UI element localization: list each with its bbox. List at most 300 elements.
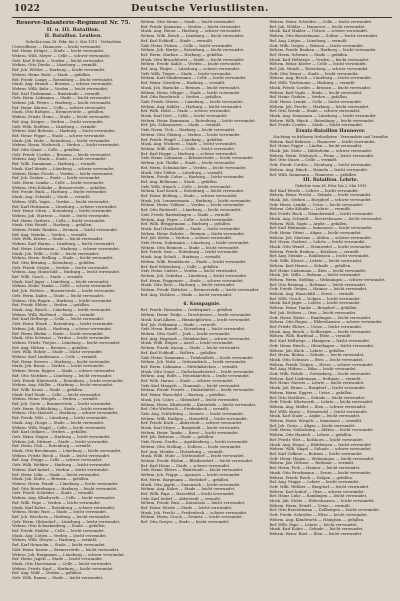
list-entry: Wehrm. Aug. Bösch — Lüneburg — leicht verwundet. (269, 76, 373, 81)
list-entry: Wehrm. Heinr. Köster — Celle — leicht verwundet. (269, 62, 368, 67)
list-entry: Wehrm. Karl Kruck — Rotenburg — leicht verwundet. (140, 189, 245, 194)
casualty-list (269, 20, 392, 128)
list-entry: Ref. Aug. Prigge — Celle — schwer verwundet. (12, 458, 103, 463)
list-entry: Ref. Karl Hellwege — Hänigsen — leicht verwundet. (269, 339, 371, 344)
list-entry: Ref. Joh. Wolters — Otze — leicht verwundet. (269, 310, 357, 315)
list-entry: Gefr. Wilh. Rohde — Gretenberg — leicht verwundet. (269, 372, 372, 377)
list-entry: Gefr. Friedr. Schröder — Stade — vermißt. (12, 491, 95, 496)
list-entry: Ref. Heinr. Sievers — Harburg — leicht verwundet. (12, 359, 111, 364)
casualty-list (269, 140, 392, 178)
list-entry: Musk. Karl Oest — Celle — leicht verwundet. (140, 114, 228, 119)
list-entry: Gefr. Friedr. Bardenhagen — Stade — vermißt. (140, 212, 231, 217)
list-entry: Wehrm. Friedr. Rust — Kutenholz — leicht verwundet. (140, 501, 246, 506)
list-entry: Musk. Aug. Hoops — Röddensen — leicht verwundet. (269, 442, 373, 447)
list-entry: Musk. Aug. Lütjen — Verden — leicht verwundet. (12, 533, 108, 538)
list-entry: Musk. Friedr. Cordes — Bremen — leicht verwundet. (269, 85, 372, 90)
list-entry: Gefr. Heinr. Hagen — Wehmingen — leicht verwundet. (269, 456, 375, 461)
list-entry: Wehrm. Friedr. Renken — Bremen — leicht verwundet. (12, 228, 119, 233)
list-entry: Musk. Joh. Cohrs — Oldendorf — leicht verwundet. (140, 397, 240, 402)
list-entry: Wehrm. Aug. Hinck — Stade — leicht verwundet. (12, 157, 107, 162)
list-entry: Ref. Joh. Grote — Aligse — leicht verwundet. (269, 423, 356, 428)
list-entry: Wehrm. Friedr. Kopf — Harburg — leicht verwundet. (12, 566, 114, 571)
list-entry: Wehrm. Karl Indorf — Verden — leicht verwundet. (12, 467, 110, 472)
list-entry: Musk. Karl Stade — Celle — leicht verwundet. (12, 392, 102, 397)
list-entry: Wehrm. Friedr. Heins — Stade — leicht verwundet. (12, 115, 111, 120)
list-entry: Wehrm. Karl Behrens — Hannover — leicht verwundet. (269, 139, 376, 144)
list-entry: Wehrm. Friedr. Tietjen — Höver — schwer verwundet. (269, 362, 375, 367)
list-entry: Wehrm. Joh. Peters — Harburg — leicht verwundet. (12, 101, 112, 106)
list-entry: Gefr. Wilh. Wehber — Harburg — leicht verwundet. (12, 463, 112, 468)
list-entry: Wehrm. Otto Stelling — Dollern — leicht verwundet. (140, 444, 242, 449)
list-entry: Musk. Otto Schwarz — Ilten — leicht verwundet. (269, 357, 364, 362)
list-entry: Wehrm. Wilh. Nagel — Celle — leicht verwundet. (12, 425, 107, 430)
list-entry: Ref. Herm. Fick — Rotenburg — vermißt. (12, 444, 92, 449)
list-entry: Gefr. Herm. Brandt — Horneburg — leicht verwundet. (140, 327, 246, 332)
list-entry: Wehrm. Herm. Wiebusch — Verden — leicht verwundet. (12, 143, 120, 148)
list-entry: Gefr. Wilh. Oetjen — Winsen — leicht verwundet. (269, 43, 365, 48)
list-entry: Ref. Otto Matthies — Lüneburg — leicht verwundet. (12, 373, 113, 378)
list-entry: Ref. Wilh. Pape — Harsefeld — leicht verwundet. (140, 491, 235, 496)
list-entry: Musk. Karl Jäger — Lehrte — leicht verwundet. (269, 301, 361, 306)
list-entry: Ref. Joh. Wöhler — Harburg — leicht verwundet. (12, 68, 106, 73)
list-entry: Wehrm. Wilh. Rathjen — Harsefeld — leicht verwundet. (140, 416, 249, 421)
list-entry: Musk. Karl Wrede — Lüneburg — schwer verwundet. (12, 166, 115, 171)
list-entry: Ref. Heinr. Hauschild — Burweg — gefallen. (140, 393, 226, 398)
list-entry: Ref. Joh. Wolters — Bremervörde — leicht verwundet. (12, 289, 116, 294)
list-entry: Ref. Herm. Blohm — Sehnde — leicht verwundet. (269, 353, 365, 358)
list-entry: Wehrm. Wilh. Bösch — Lüneburg — leicht verwundet. (140, 34, 245, 39)
list-entry: Ref. Aug. Wohlers — Stade — leicht verwundet. (140, 292, 233, 297)
list-entry: Ref. Friedr. Kück — Ahlerstedt — schwer verwundet. (140, 421, 243, 426)
list-entry: Musk. Aug. Schult — Harburg — vermißt. (140, 255, 222, 260)
list-entry: Wehrm. Otto Reimers — Stade — leicht verwundet. (140, 245, 240, 250)
list-entry: Ref. Joh. Wöhler — Hannover — leicht verwundet. (269, 24, 366, 29)
list-entry: Ref. Otto Matthies — Sehnde — leicht verwundet. (269, 395, 366, 400)
list-entry: Gefr. Herm. Vick — Harburg — leicht verwundet. (140, 128, 236, 133)
list-entry: Ref. Aug. Pünjer — Lüneburg — schwer verwundet. (140, 67, 241, 72)
list-entry: Ref. Friedr. Buck — Harburg — leicht verwundet. (12, 190, 108, 195)
list-entry: Ref. Heinr. Lühr — Stade — leicht verwundet. (12, 472, 101, 477)
list-entry: Wehrm. Heinr. Schröder — Celle — leicht verwundet. (269, 20, 373, 24)
list-entry: Ref. Herm. Jagels — Stade — leicht verwundet. (12, 557, 104, 562)
casualty-list (141, 308, 264, 524)
list-entry: Wehrm. Wilh. Burfeind — Eltze — vermißt. (269, 334, 352, 339)
list-entry: Ref. Joh. Wiechern — Harburg — leicht verwundet. (12, 514, 111, 519)
list-entry: Ref. Friedr. Mahler — Celle — leicht verwundet. (12, 529, 105, 534)
list-entry: Ref. Wilh. Pape — Lehrte — leicht verwundet. (269, 522, 358, 527)
regiment-subtitle: II. u. III. Bataillon. (46, 27, 100, 33)
list-entry: Ref. Friedr. Pingel — Lüneburg — gefallen. (140, 137, 224, 142)
list-entry: Wehrm. Friedr. Postels — Düdenbüttel — leicht verwundet. (140, 388, 255, 393)
casualty-list (269, 189, 392, 537)
list-entry: Musk. Karl Hauschildt — Stade — leicht verwundet. (140, 226, 242, 231)
list-entry: Ref. Aug. Hagenah — Steinkirchen — schwer verwundet. (140, 336, 251, 341)
list-entry: Ref. Heinr. Ahrens — Celle — schwer verwundet. (12, 105, 107, 110)
list-entry: Ref. Friedr. Witt — Kolshorn — leicht verwundet. (269, 437, 364, 442)
list-entry: Wehrm. Karl Lindemann — Rethmar — vermißt. (269, 376, 362, 381)
list-entry: Musk. Karl Stade — Arpke — leicht verwundet. (269, 414, 361, 419)
list-entry: Ref. Otto Quast — Celle — vermißt. (269, 158, 338, 163)
list-entry: Wehrm. Joh. Bargmann — Lüneburg — schwer verwundet. (12, 552, 125, 557)
list-entry: Gefr. Wilh. Köster — Stade — leicht verwundet. (12, 237, 104, 242)
list-entry: Wehrm. Wilh. Burfeind — Stade — vermißt. (12, 312, 96, 317)
list-entry: Wehrm. Aug. Müller — Ilten — schwer verwundet. (269, 404, 367, 409)
list-entry: Wehrm. Otto Borstelmann — Soltau — leicht verwundet. (269, 34, 379, 39)
list-entry: Ref. Herm. Bargmann — Beckdorf — gefallen. (140, 477, 230, 482)
column-middle (141, 20, 264, 589)
list-entry: Wehrm. Otto Hastedt — Harburg — schwer verwundet. (12, 411, 119, 416)
list-entry: Gefr. Friedr. Cordes — Nienburg — leicht verwundet. (269, 163, 373, 168)
list-entry: Gefr. Herm. Schlichting — Stade — leicht verwundet. (12, 406, 115, 411)
list-entry: Musk. Joh. Bruns — Burgdorf — leicht verwundet. (269, 386, 367, 391)
list-entry: Musk. Otto Wendt — Harburg — gefallen. (12, 223, 93, 228)
list-entry: Ref. Aug. Hülsen — Bilm — leicht verwundet. (269, 367, 357, 372)
list-entry: Musk. Joh. Bruns — Verden — leicht verwundet. (12, 364, 105, 369)
list-entry: Wehrm. Friedr. Tietjen — Lüneburg — leicht verwundet. (12, 340, 121, 345)
list-entry: Wehrm. Aug. Klindworth — Hänigsen — gefallen. (269, 517, 365, 522)
list-entry: Wehrm. Heinr. Rust — Ilten — leicht verwundet. (269, 531, 363, 536)
list-entry: Wehrm. Karl Harms — Sehnde — gefallen. (269, 263, 352, 268)
list-entry: Wehrm. Otto Dierks — Lüneburg — vermißt. (12, 63, 98, 68)
list-entry: Wehrm. Joh. Martens — Stade — leicht verwundet. (12, 213, 111, 218)
list-entry: Musk. Karl Meyer — Bargstedt — leicht verwundet. (140, 426, 241, 431)
list-entry: Wehrm. Herm. Stelling — Wehmingen — schwer verwundet. (269, 277, 386, 282)
list-entry: Wehrm. Wilh. Bahr — Verden — leicht verwundet. (12, 86, 109, 91)
list-entry: Gefr. Aug. Schlichting — Deinste — leicht verwundet. (140, 411, 244, 416)
list-entry: Ref. Joh. Behrens — Stade — gefallen. (140, 435, 215, 440)
list-entry: Musk. Karl Kohrs — Rotenburg — schwer verwundet. (12, 505, 116, 510)
list-entry: Musk. Otto Rathjen — Bremervörde — gefallen. (12, 110, 105, 115)
list-entry: Gefr. Wilh. Köster — Lehrte — leicht verwundet. (269, 259, 363, 264)
list-entry: Wehrm. Joh. Dittmer — Rethmar — vermißt. (269, 461, 355, 466)
list-entry: Wehrm. Heinr. Precht — Verden — leicht verwundet. (12, 171, 114, 176)
list-entry: Wehrm. Karl Indorf — Otze — schwer verwundet. (269, 489, 365, 494)
list-entry: Ref. Friedr. Witt — Lüneburg — leicht verwundet. (12, 416, 108, 421)
regiment-title: Reserve-Infanterie-Regiment Nr. 75. (16, 20, 131, 26)
list-entry: Ref. Wilh. Holst — Stade — schwer verwundet. (140, 109, 232, 114)
list-entry: Gefr. Friedr. Klintworth — Rotenburg — leicht verwundet. (12, 378, 124, 383)
list-entry: Ref. Aug. Meinke — Röddensen — leicht verwundet. (269, 254, 371, 259)
list-entry: Wehrm. Heinr. Rehder — Bremen — leicht verwundet. (140, 231, 246, 236)
list-entry: Ref. Otto Wrede — Stade — schwer verwundet. (269, 109, 361, 114)
list-entry: Gefr. Heinr. Ehlers — Buxtehude — leicht verwundet. (140, 468, 244, 473)
column-right (269, 20, 392, 589)
list-entry: Ref. Friedr. Kaemena — Verden — leicht verwundet. (140, 24, 242, 29)
list-entry: Wehrm. Wilh. Brunkhorst — Stade — leicht verwundet. (140, 259, 247, 264)
list-entry: Musk. Aug. Heuer — Harburg — schwer verwundet. (140, 29, 242, 34)
list-entry: Gefr. Wilh. Rohde — Stade — leicht verwundet. (12, 350, 104, 355)
list-entry: Musk. Otto Horstmann — Celle — leicht verwundet. (12, 561, 113, 566)
list-entry: Ref. Wilh. Gosch — Stade — vermißt. (12, 275, 84, 280)
list-entry: Wehrm. Otto Schnakenberg — Stade — gefallen. (12, 524, 106, 529)
list-entry: Gefr. Herm. Lemke — Uetze — leicht verwundet. (269, 202, 364, 207)
list-entry: Wehrm. Herm. Eggers — Stade — schwer verwundet. (12, 369, 116, 374)
list-entry: Gefr. Heinr. Otten — Aligse — leicht verwundet. (269, 230, 362, 235)
list-entry: Gefr. Herm. Ohlendorf — Lüneburg — leicht verwundet. (12, 519, 121, 524)
list-entry: Ref. Heinr. Wrede — Stade — leicht verwundet. (140, 506, 233, 511)
list-entry: Ref. Karl Eckhoff — Stade — vermißt. (140, 38, 214, 43)
list-entry: Wehrm. Heinr. Tamke — Burgdorf — gefallen. (269, 306, 358, 311)
list-entry: Gefr. Herm. Kahrs — Stade — leicht verwundet. (12, 293, 105, 298)
list-entry: Musk. Aug. Busch — Dollbergen — leicht verwundet. (269, 329, 372, 334)
list-entry: Musk. Karl Albers — Himmelpforten — leicht verwundet. (140, 317, 251, 322)
list-entry: Wehrm. Aug. Kahrs — Stade — leicht verwundet. (140, 487, 236, 492)
list-entry: Ref. Joh. Wendt — Rotenburg — schwer verwundet. (269, 67, 369, 72)
list-entry: Ref. Karl Oelkers — Bolzum — leicht verwundet. (269, 451, 363, 456)
list-entry: Ref. Karl Eckhoff — Hollern — gefallen. (140, 350, 218, 355)
section-heading: 6. Kompagnie. (183, 302, 221, 308)
list-entry: Musk. Aug. Busch — Lüneburg — leicht verwundet. (12, 307, 112, 312)
list-entry: Gefr. Herm. Dohrmann — Lüneburg — leicht verwundet. (140, 241, 250, 246)
list-entry: Gefr. Karl Mangels — Hammah — leicht verwundet. (140, 383, 241, 388)
list-entry: Wehrm. Aug. Müller — Harburg — leicht verwundet. (12, 383, 114, 388)
list-entry: Wehrm. Herm. Wiebusch — Peine — leicht verwundet. (269, 153, 375, 158)
list-entry: Wehrm. Aug. Klindworth — Celle — leicht verwundet. (12, 496, 116, 501)
list-entry: Wehrm. Aug. Hauschild — Evern — vermißt. (269, 292, 356, 297)
list-entry: Ref. Karl Hoppe — Harburg — schwer verwundet. (140, 151, 238, 156)
list-entry: Musk. Joh. Mohr — Rotenburg — leicht verwundet. (12, 138, 111, 143)
list-entry: Wehrm. Heinr. Tiedje — Drochtersen — leicht verwundet. (140, 313, 252, 318)
list-entry: Ref. Otto Brüning — Rotenburg — gefallen. (12, 260, 96, 265)
list-entry: Wehrm. Heinr. Rust — Stade — leicht verwundet. (12, 510, 108, 515)
list-entry: Wehrm. Heinr. Wiegels — Immensen — vermißt. (269, 419, 363, 424)
list-entry: Ref. Herm. Schumacher — Verden — leicht verwundet. (140, 165, 247, 170)
list-entry: Wehrm. Joh. Holst — Grünendeich — leicht verwundet. (140, 360, 247, 365)
list-entry: Musk. Aug. Dammann — Lüneburg — leicht verwundet. (269, 114, 377, 119)
list-entry: Wehrm. Otto Quell — Jork — leicht verwundet. (140, 332, 231, 336)
list-entry: Wehrm. Wilh. Allers — Celle — leicht verwundet. (140, 146, 236, 151)
list-entry: Ref. Friedr. Ehlers — Verden — gefallen. (12, 303, 91, 308)
list-entry: Ref. Heinr. Lüdemann — Harburg — schwer verwundet. (12, 246, 120, 251)
list-entry: Ref. Joh. Grote — Bremervörde — leicht verwundet. (12, 402, 112, 407)
list-entry: Ref. Friedr. Ehlers — Uetze — leicht verwundet. (269, 325, 363, 329)
list-entry: Ref. Karl Wittenberg — Celle — gefallen. (140, 264, 220, 269)
list-entry: Musk. Joh. Warncke — Bremen — leicht verwundet. (140, 85, 241, 90)
list-entry: Wehrm. Aug. Hinck — Hameln — leicht verwundet. (269, 167, 369, 172)
list-entry: Gefr. Heinr. Ficken — Celle — leicht verwundet. (140, 43, 234, 48)
list-entry: Ref. Herm. Murken — Harburg — gefallen. (140, 52, 224, 57)
list-entry: Ref. Wilh. Dammann — Harburg — vermißt. (12, 162, 97, 167)
list-entry: Musk. Otto Rose — Harburg — leicht verwundet. (140, 283, 236, 288)
list-entry: Wehrm. Friedr. Knoop — Stade — leicht verwundet. (140, 346, 241, 351)
list-entry: Gefr. Wilh. Hinsch — Celle — leicht verwundet. (140, 184, 232, 189)
list-entry: Wehrm. Heinr. Tamke — Brest — leicht verwundet. (140, 430, 239, 435)
list-entry: Ref. Friedr. Cordes — Stade — leicht verwundet. (269, 123, 364, 128)
list-entry: Ref. Otto Borstelmann — Dollbergen — leicht verwundet. (269, 508, 380, 513)
list-entry: Gefr. Herm. Kahrs — Ramlingen — leicht verwundet. (269, 315, 372, 320)
list-entry: Musk. Karl Mahler — Uelzen — schwer verwundet. (269, 29, 369, 34)
list-entry: Unteroffizier — Hannover — leicht verwundet. (12, 44, 102, 49)
list-entry: Wehrm. Joh. Dittmer — Stade — leicht verwundet. (12, 439, 109, 444)
list-entry: Musk. Otto Brockmann — Evern — leicht verwundet. (269, 470, 372, 475)
list-entry: Ref. Aug. Prigge — Lehrte — leicht verwundet. (269, 480, 360, 485)
list-entry: Wehrm. Aug. Peper — Celle — leicht verwundet. (140, 217, 234, 222)
section-heading: Ersatz-Bataillon Hannover. (295, 129, 366, 135)
list-entry: Ref. Heinr. Krüger — Stade — leicht verwundet. (12, 49, 105, 54)
list-entry: Ref. Aug. Meinke — Verden — vermißt. (12, 232, 88, 237)
list-entry: Ref. Aug. Lütjen — Lüneburg — vermißt. (269, 38, 349, 43)
list-entry: Ref. Karl Heitmann — Lüneburg — schwer verwundet. (12, 204, 118, 209)
list-entry: Wehrm. Wilh. Meyer — Celle — schwer verwundet. (12, 54, 111, 59)
list-entry: Gefr. Herm. Lemke — Celle — leicht verwundet. (12, 181, 105, 185)
list-entry: Gefr. Herm. Gerdts — Agathenburg — leicht verwundet. (140, 440, 249, 445)
list-entry: Wehrm. Herm. Klintworth — Kutenholz — leicht verwundet. (140, 402, 257, 407)
list-entry: Gefr. Wilh. Wehber — Burgdorf — leicht verwundet. (269, 484, 370, 489)
section-note: Nachtrag zu früheren Verlustlisten · Verwundete und Vermißte (273, 135, 389, 140)
list-entry: Wehrm. Wilh. Nagel — Sehnde — schwer verwundet. (269, 447, 372, 452)
list-entry: Ref. Aug. Hülsen — Bremen — gefallen. (12, 345, 89, 350)
list-entry: Wehrm. Joh. Prigge — Apensen — leicht verwundet. (140, 473, 241, 478)
header-rule (12, 17, 392, 18)
list-entry: Ref. Herm. Blohm — Stade — leicht verwundet. (12, 331, 104, 336)
list-entry: Musk. Otto Wendt — Steinwedel — leicht verwundet. (269, 245, 372, 250)
list-entry: Gefr. Karl Schulz — Verden — leicht verwundet. (12, 58, 105, 63)
list-entry: Musk. Karl Hellwege — Verden — leicht verwundet. (269, 57, 370, 62)
list-entry: Gefr. Wilh. Tönjes — Stade — leicht verwundet. (140, 71, 233, 76)
list-entry: Ref. Friedr. Heinsohn — Oederquart — gefallen. (140, 308, 234, 313)
list-entry: Musk. Otto Brunckhorst — Stade — leicht verwundet. (140, 57, 245, 62)
list-entry: Ref. Heinr. Lühr — Ramlingen — leicht verwundet. (269, 494, 368, 499)
list-entry: Gefr. Heinr. Otten — Rotenburg — leicht verwundet. (12, 209, 114, 214)
list-entry: Musk. Otto Quast — Guderhandviertel — leicht verwundet. (140, 369, 255, 374)
list-entry: Gefr. Friedr. Klintworth — Lehrte — leicht verwundet. (269, 400, 374, 405)
section-note: Gefechte vom 28. Febr. bis 2. Mai 1915 (294, 184, 367, 189)
list-entry: Gefr. Heinr. Lohmann — Bremervörde — leicht verwundet. (140, 156, 254, 161)
list-entry: Ref. Wilh. Kruse — Steinwedel — leicht verwundet. (269, 409, 369, 414)
list-entry: Ref. Heinr. Poppe — Stade — schwer verwundet. (12, 133, 106, 138)
list-entry: Wehrm. Karl Vagts — Stade — leicht verwundet. (269, 90, 363, 95)
list-entry: Musk. Aug. Hoops — Stade — leicht verwundet. (12, 420, 105, 425)
list-entry: Ref. Karl Heinsohn — Stade — leicht verwundet. (12, 543, 106, 548)
list-entry: Ref. Heinr. Sievers — Lehrte — leicht verwundet. (269, 381, 365, 386)
list-entry: Wehrm. Otto Glüsing — Verden — leicht verwundet. (140, 132, 241, 137)
list-entry: Wehrm. Herm. Vollmer — Verden — leicht verwundet. (140, 203, 245, 208)
list-entry: Ref. Otto Riebesell — Lüneburg — leicht verwundet. (140, 208, 242, 213)
list-entry: Musk. Otto Schwarz — Verden — leicht verwundet. (12, 336, 111, 341)
list-entry: Ref. Herm. Lühmann — Mittelnkirchen — vermißt. (140, 364, 239, 369)
list-entry: Gefr. Heinr. Rüsch — Rotenburg — leicht verwundet. (12, 322, 114, 327)
list-entry: Wehrm. Herm. Feindt — Lüneburg — leicht verwundet. (12, 482, 119, 486)
list-entry: Wehrm. Aug. Hauschild — Harburg — leicht verwundet. (12, 270, 121, 275)
list-entry: Musk. Aug. Schmidt — Stade — vermißt. (12, 195, 91, 200)
list-entry: Ref. Otto Wiebusch — Fredenbeck — vermißt. (140, 407, 230, 412)
list-entry: Ref. Karl Tiedemann — Buxtehude — vermißt. (12, 91, 101, 96)
page-number: 1022 (14, 4, 41, 14)
list-entry: Musk. Aug. Wichern — Stade — leicht verwundet. (140, 142, 238, 147)
list-entry: Gefr. Heinr. Rüsch — Obershagen — leicht verwundet. (269, 343, 375, 348)
text-columns (12, 20, 392, 589)
list-entry: Wehrm. Friedr. Rieck — Dolgen — gefallen. (269, 475, 354, 480)
list-entry: Ref. Joh. Schmonsees — Stade — vermißt. (140, 123, 222, 128)
list-entry: Ref. Aug. Meinke — Horneburg — vermißt. (140, 449, 224, 454)
list-entry: Ref. Aug. Kröger — Verden — leicht verwundet. (12, 119, 104, 124)
list-entry: Wehrm. Heinr. Bammann — Rotenburg — leicht verwundet. (140, 118, 256, 123)
list-entry: Ref. Heinr. Gieschen — Harburg — vermißt. (140, 81, 226, 86)
list-entry: Musk. Otto Jagels — Sauensiek — leicht verwundet. (140, 482, 241, 487)
list-entry: Ref. Friedr. Sass — Rotenburg — leicht verwundet. (140, 250, 240, 255)
list-entry: Ref. Heinr. Poppe — Linden — leicht verwundet. (269, 144, 363, 149)
list-entry: Wehrm. Herm. Eggers — Uetze — gefallen. (269, 390, 353, 395)
list-entry: Ref. Aug. Wulf — Verden — gefallen. (12, 571, 83, 576)
list-entry: Gefr. Friedr. Schröder — Eltze — leicht verwundet. (269, 513, 368, 518)
list-entry: Wehrm. Joh. Martens — Ahlten — schwer verwundet. (269, 235, 373, 240)
list-entry: Gefr. Otto Heuer — Stade — leicht verwundet. (269, 71, 359, 76)
section-heading: II. Bataillon. Leuthen. (44, 34, 102, 40)
list-entry: Ref. Karl Hellwege — Celle — leicht verwundet. (12, 317, 105, 322)
list-entry: Wehrm. Otto Rugen — Harburg — leicht verwundet. (12, 298, 113, 303)
list-entry: Gefr. Heinr. Lüders — Verden — leicht verwundet. (140, 269, 238, 274)
list-entry: Wehrm. Joh. Thölke — Stade — leicht verwundet. (140, 161, 236, 166)
list-entry: Wehrm. Heinr. Bode — Stade — gefallen. (12, 72, 92, 77)
list-entry: Gefr. Herm. Lemke — Celle — leicht verwundet. (269, 99, 363, 104)
list-entry: Musk. Joh. Precht — Fredenbeck — schwer verwundet. (140, 510, 248, 515)
list-entry: Wehrm. Aug. Kähler — Harburg — leicht verwundet. (140, 104, 243, 109)
list-entry: Musk. Karl Jäger — Lüneburg — leicht verwundet. (12, 279, 110, 284)
list-entry: Gefr. Herm. Lühmann — Stade — leicht verwundet. (12, 96, 112, 101)
list-entry: Wehrm. Wilh. Hinck — Rotenburg — leicht verwundet. (269, 118, 375, 123)
list-entry: Wehrm. Joh. Gehrdau — Lüneburg — leicht verwundet. (140, 273, 248, 278)
list-entry: Ref. Friedr. Lange — Rotenburg — leicht verwundet. (12, 77, 114, 82)
casualty-list (12, 45, 135, 581)
list-entry: Wehrm. Friedr. Blohm — Bliedersdorf — leicht verwundet. (140, 458, 254, 463)
list-entry: Wehrm. Friedr. Böttcher — Bremervörde — leicht verwundet. (140, 288, 260, 293)
list-entry: Ref. Wilh. Harms — Stade — schwer verwundet. (140, 379, 234, 384)
list-entry: Wehrm. Herm. Gosch — Deinste — leicht verwundet. (140, 515, 243, 520)
list-entry: Gefr. Friedr. Stüven — Lüneburg — leicht verwundet. (140, 99, 244, 104)
list-entry: Musk. Joh. Gerken — Burgdorf — schwer verwundet. (269, 198, 372, 203)
list-entry: Wehrm. Joh. Hartje — Rotenburg — leicht verwundet. (140, 48, 245, 53)
list-entry: Wehrm. Friedr. Renken — Harburg — leicht verwundet. (269, 48, 377, 53)
list-entry: Wehrm. Heinr. Precht — Sehnde — leicht verwundet. (269, 193, 372, 198)
list-entry: Ref. Otto Dreyer — Stade — leicht verwundet. (140, 520, 230, 525)
list-entry: Gefr. Herm. Schlichting — Ahlten — leicht verwundet. (269, 428, 374, 433)
list-entry: Ref. Herm. Garbers — Lehrte — leicht verwundet. (269, 240, 367, 245)
list-entry: Gefr. Wilh. Ramm — Stade — leicht verwundet. (12, 576, 104, 581)
list-entry: Musk. Joh. Wille — Celle — leicht verwundet. (12, 251, 100, 256)
list-entry: Gefr. Heinr. Dammann — Twielenfleth — leicht verwundet. (140, 355, 254, 360)
list-entry: Wehrm. Otto Köhnke — Lehrte — vermißt. (269, 207, 352, 212)
list-entry: Wehrm. Friedr. Rieck — Stade — leicht verwundet. (12, 453, 111, 458)
list-entry: Ref. Wilh. Dammann — Hannover — gefallen. (269, 172, 357, 177)
list-entry: Ref. Karl Heitmann — Immensen — leicht verwundet. (269, 226, 373, 231)
list-entry: Wehrm. Friedr. Cohrs — Harburg — leicht verwundet. (140, 175, 246, 180)
list-entry: Wehrm. Joh. Kück — Harburg — schwer verwundet. (12, 326, 113, 331)
list-entry: Ref. Wilh. Tiedemann — Harburg — vermißt. (269, 81, 356, 86)
column-left (12, 20, 135, 589)
list-entry: Musk. Otto Tödter — Lüneburg — vermißt. (140, 170, 224, 175)
list-entry: Ref. Otto Quast — Celle — gefallen. (12, 148, 81, 153)
list-entry: Wehrm. Karl Harms — Lüneburg — leicht verwundet. (12, 242, 116, 247)
list-entry: Ref. Wilh. Brüggemann — Harburg — gefallen. (140, 222, 232, 227)
list-entry: Musk. Wilh. Rieper — Assel — leicht verwundet. (140, 341, 234, 346)
list-entry: Gefr. Friedr. Oetjen — Haimar — leicht verwundet. (269, 287, 368, 292)
list-entry: Gefr. Wilh. Steffens — Lüneburg — vermißt. (12, 124, 97, 129)
list-entry: Ref. Joh. Kiehn — Verden — schwer verwundet. (140, 236, 233, 241)
list-entry: Gefr. Friedr. Oetjen — Verden — leicht verwundet. (12, 265, 110, 270)
list-entry: Wehrm. Herm. Stelling — Stade — leicht verwundet. (12, 256, 114, 261)
list-entry: Ref. Wilh. Pape — Verden — leicht verwundet. (12, 500, 101, 505)
list-entry: Ref. Herm. Schwarz — Stade — gefallen. (269, 52, 349, 57)
list-entry: Ref. Herm. Fick — Haimar — leicht verwundet. (269, 466, 361, 471)
list-entry: Wehrm. Heinr. Wiegels — Verden — vermißt. (12, 397, 99, 402)
list-entry: Wehrm. Wilh. Dreyer — Harburg — vermißt. (12, 538, 98, 543)
list-entry: Ref. Wilh. Gosch — Dolgen — leicht verwundet. (269, 296, 361, 301)
list-entry: Ref. Karl Oelkers — Verden — gefallen. (12, 430, 88, 435)
list-entry: Ref. Otto Borstelmann — Harburg — leicht verwundet. (12, 486, 118, 491)
list-entry: Wehrm. Friedr. Kahle — Verden — leicht verwundet. (140, 62, 242, 67)
section-note: Gefechte vom 28. Febr. bis 2. Mai 1915 · Verlustliste (25, 40, 122, 45)
list-entry: Wehrm. Joh. Precht — Harburg — leicht verwundet. (269, 104, 370, 109)
